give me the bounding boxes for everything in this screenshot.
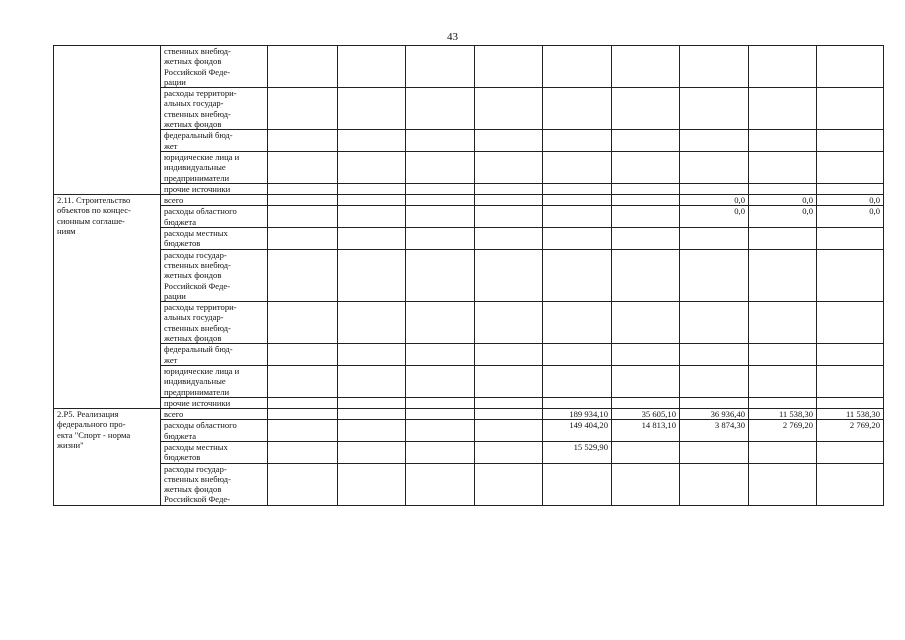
value-cell	[475, 302, 543, 344]
source-cell: юридические лица и индивидуальные предприниматели	[161, 151, 268, 183]
table-row	[54, 183, 884, 194]
value-cell	[749, 228, 817, 250]
table-row	[54, 344, 884, 366]
value-cell	[406, 302, 475, 344]
value-cell	[338, 397, 406, 408]
value-cell	[680, 151, 749, 183]
value-cell	[543, 183, 612, 194]
source-cell: расходы государ- ственных внебюд- жетных фондов Российской Феде- рации	[161, 249, 268, 301]
value-cell	[338, 441, 406, 463]
value-cell	[268, 46, 338, 88]
value-cell	[406, 130, 475, 152]
value-cell	[338, 302, 406, 344]
value-cell	[612, 46, 680, 88]
table-row	[54, 228, 884, 250]
value-cell	[749, 151, 817, 183]
value-cell	[475, 206, 543, 228]
value-cell	[338, 228, 406, 250]
value-cell	[406, 183, 475, 194]
value-cell	[268, 183, 338, 194]
source-cell: прочие источники	[161, 183, 268, 194]
value-cell	[680, 249, 749, 301]
value-cell	[612, 441, 680, 463]
value-cell	[406, 151, 475, 183]
value-cell	[338, 249, 406, 301]
value-cell	[406, 420, 475, 442]
value-cell	[268, 151, 338, 183]
value-cell: 0,0	[817, 206, 884, 228]
source-cell: расходы территори- альных государ- ственных внебюд- жетных фондов	[161, 88, 268, 130]
value-cell: 35 605,10	[612, 409, 680, 420]
value-cell	[338, 183, 406, 194]
value-cell	[749, 249, 817, 301]
source-cell: федеральный бюд- жет	[161, 130, 268, 152]
value-cell	[406, 397, 475, 408]
value-cell	[680, 88, 749, 130]
value-cell	[475, 151, 543, 183]
value-cell	[543, 151, 612, 183]
value-cell	[338, 344, 406, 366]
value-cell: 15 529,90	[543, 441, 612, 463]
value-cell	[817, 130, 884, 152]
value-cell	[268, 130, 338, 152]
value-cell	[680, 46, 749, 88]
table-row	[54, 397, 884, 408]
value-cell	[749, 441, 817, 463]
table-row	[54, 46, 884, 88]
value-cell: 3 874,30	[680, 420, 749, 442]
value-cell	[268, 88, 338, 130]
value-cell	[680, 397, 749, 408]
value-cell	[749, 130, 817, 152]
value-cell	[612, 463, 680, 505]
source-cell: прочие источники	[161, 397, 268, 408]
value-cell: 0,0	[817, 195, 884, 206]
value-cell	[543, 344, 612, 366]
program-cell: 2.11. Строительство объектов по концес- сионным соглаше- ниям	[54, 195, 161, 409]
value-cell	[338, 195, 406, 206]
value-cell	[338, 463, 406, 505]
value-cell	[817, 228, 884, 250]
value-cell	[268, 409, 338, 420]
value-cell	[406, 441, 475, 463]
table-row	[54, 420, 884, 442]
table-row	[54, 249, 884, 301]
value-cell	[817, 88, 884, 130]
page-number: 43	[447, 31, 458, 43]
value-cell	[612, 88, 680, 130]
value-cell	[475, 130, 543, 152]
value-cell	[338, 151, 406, 183]
value-cell	[268, 249, 338, 301]
value-cell: 0,0	[680, 206, 749, 228]
table-row	[54, 441, 884, 463]
value-cell	[406, 195, 475, 206]
value-cell	[612, 206, 680, 228]
value-cell	[749, 344, 817, 366]
value-cell	[817, 302, 884, 344]
value-cell	[268, 228, 338, 250]
table-row	[54, 409, 884, 420]
value-cell: 149 404,20	[543, 420, 612, 442]
value-cell	[543, 206, 612, 228]
value-cell	[817, 46, 884, 88]
value-cell: 2 769,20	[817, 420, 884, 442]
table-row	[54, 365, 884, 397]
source-cell: расходы территори- альных государ- ственных внебюд- жетных фондов	[161, 302, 268, 344]
value-cell	[612, 183, 680, 194]
value-cell	[475, 441, 543, 463]
value-cell	[680, 463, 749, 505]
value-cell	[543, 397, 612, 408]
value-cell: 14 813,10	[612, 420, 680, 442]
source-cell: расходы областного бюджета	[161, 420, 268, 442]
value-cell: 0,0	[680, 195, 749, 206]
value-cell	[543, 228, 612, 250]
source-cell: федеральный бюд- жет	[161, 344, 268, 366]
value-cell	[543, 302, 612, 344]
value-cell	[817, 151, 884, 183]
source-cell: расходы местных бюджетов	[161, 228, 268, 250]
value-cell	[475, 88, 543, 130]
value-cell	[749, 183, 817, 194]
value-cell	[612, 344, 680, 366]
value-cell	[612, 302, 680, 344]
value-cell	[543, 130, 612, 152]
value-cell	[406, 228, 475, 250]
value-cell	[268, 463, 338, 505]
value-cell	[475, 420, 543, 442]
source-cell: расходы государ- ственных внебюд- жетных фондов Российской Феде-	[161, 463, 268, 505]
value-cell	[680, 302, 749, 344]
value-cell	[406, 365, 475, 397]
value-cell	[475, 228, 543, 250]
value-cell	[680, 183, 749, 194]
value-cell	[749, 302, 817, 344]
value-cell	[749, 463, 817, 505]
value-cell	[817, 183, 884, 194]
value-cell	[268, 344, 338, 366]
budget-table	[53, 45, 884, 506]
value-cell	[268, 302, 338, 344]
value-cell	[268, 365, 338, 397]
value-cell: 2 769,20	[749, 420, 817, 442]
value-cell	[543, 88, 612, 130]
value-cell	[406, 249, 475, 301]
value-cell: 36 936,40	[680, 409, 749, 420]
value-cell	[268, 206, 338, 228]
value-cell	[680, 365, 749, 397]
value-cell	[817, 344, 884, 366]
value-cell: 189 934,10	[543, 409, 612, 420]
value-cell	[749, 88, 817, 130]
value-cell	[817, 463, 884, 505]
value-cell	[612, 195, 680, 206]
value-cell: 11 538,30	[817, 409, 884, 420]
table-row	[54, 130, 884, 152]
value-cell	[268, 195, 338, 206]
value-cell: 0,0	[749, 206, 817, 228]
value-cell	[338, 409, 406, 420]
value-cell	[338, 88, 406, 130]
value-cell	[543, 365, 612, 397]
value-cell	[475, 397, 543, 408]
value-cell	[268, 397, 338, 408]
value-cell	[612, 365, 680, 397]
source-cell: расходы местных бюджетов	[161, 441, 268, 463]
value-cell	[475, 195, 543, 206]
value-cell	[680, 130, 749, 152]
value-cell	[612, 130, 680, 152]
table-row	[54, 463, 884, 505]
value-cell	[612, 151, 680, 183]
value-cell	[475, 344, 543, 366]
value-cell	[543, 195, 612, 206]
value-cell	[475, 249, 543, 301]
value-cell	[406, 409, 475, 420]
value-cell	[680, 441, 749, 463]
value-cell	[406, 46, 475, 88]
program-cell: 2.Р5. Реализация федерального про- екта "Спорт - норма жизни"	[54, 409, 161, 506]
value-cell	[338, 130, 406, 152]
value-cell	[475, 46, 543, 88]
value-cell: 0,0	[749, 195, 817, 206]
source-cell: расходы областного бюджета	[161, 206, 268, 228]
value-cell	[680, 344, 749, 366]
value-cell	[338, 46, 406, 88]
value-cell	[406, 463, 475, 505]
source-cell: юридические лица и индивидуальные предприниматели	[161, 365, 268, 397]
source-cell: ственных внебюд- жетных фондов Российской Феде- рации	[161, 46, 268, 88]
value-cell	[543, 463, 612, 505]
value-cell	[543, 249, 612, 301]
value-cell	[475, 409, 543, 420]
value-cell	[749, 365, 817, 397]
value-cell	[475, 183, 543, 194]
value-cell	[475, 463, 543, 505]
table-row	[54, 195, 884, 206]
source-cell: всего	[161, 195, 268, 206]
value-cell	[680, 228, 749, 250]
value-cell	[612, 228, 680, 250]
value-cell	[406, 206, 475, 228]
value-cell	[406, 88, 475, 130]
value-cell	[612, 249, 680, 301]
value-cell	[817, 365, 884, 397]
table-row	[54, 88, 884, 130]
table-row	[54, 151, 884, 183]
value-cell	[543, 46, 612, 88]
value-cell	[338, 365, 406, 397]
value-cell	[612, 397, 680, 408]
value-cell: 11 538,30	[749, 409, 817, 420]
value-cell	[749, 46, 817, 88]
value-cell	[749, 397, 817, 408]
source-cell: всего	[161, 409, 268, 420]
value-cell	[268, 441, 338, 463]
value-cell	[406, 344, 475, 366]
value-cell	[338, 420, 406, 442]
value-cell	[817, 441, 884, 463]
value-cell	[817, 249, 884, 301]
program-cell	[54, 46, 161, 195]
value-cell	[817, 397, 884, 408]
value-cell	[268, 420, 338, 442]
table-row	[54, 206, 884, 228]
value-cell	[475, 365, 543, 397]
table-row	[54, 302, 884, 344]
value-cell	[338, 206, 406, 228]
